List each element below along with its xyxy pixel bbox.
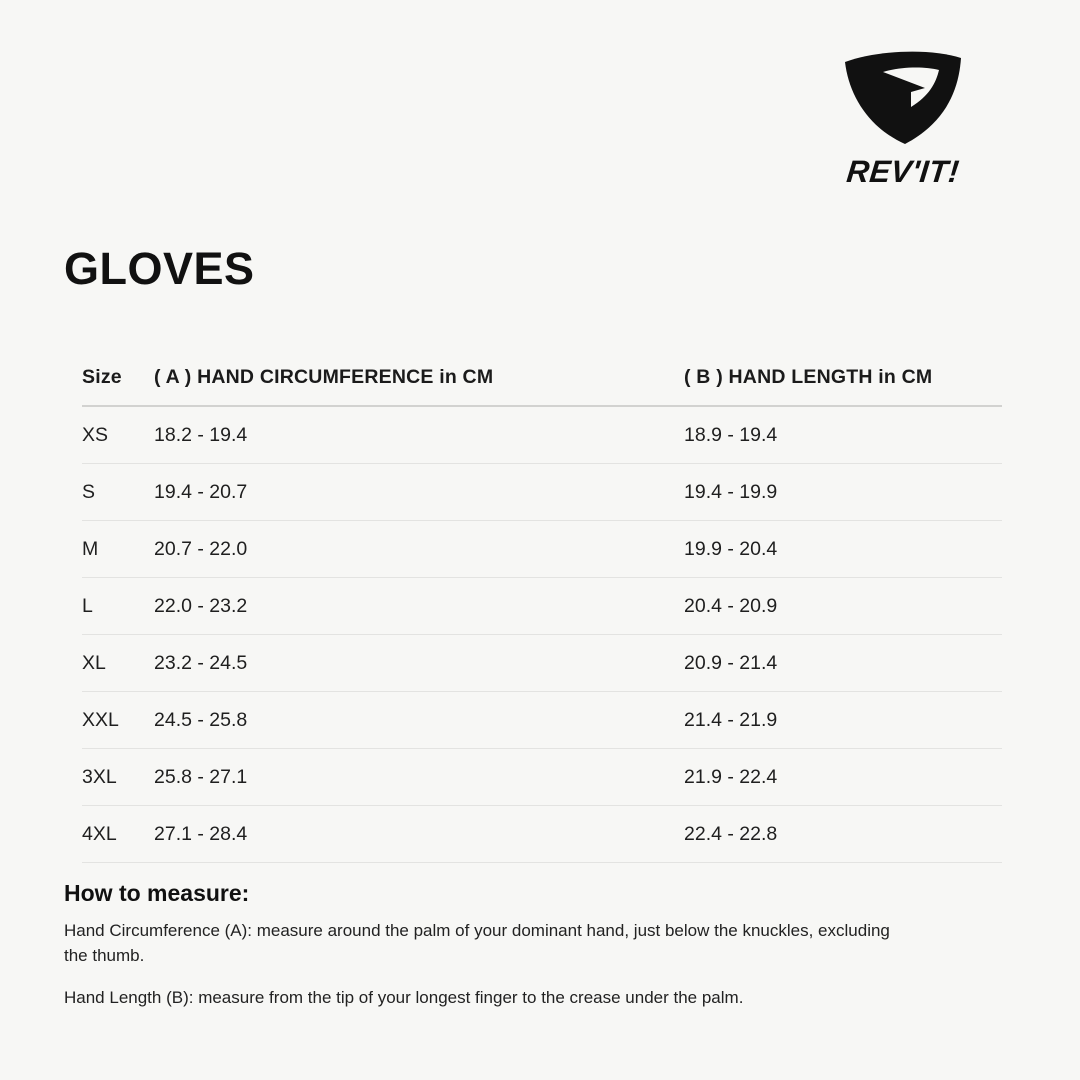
cell-size: 4XL	[82, 806, 154, 863]
cell-hand-length: 20.9 - 21.4	[684, 635, 1002, 692]
revit-shield-logo-icon	[839, 48, 967, 146]
cell-hand-circumference: 22.0 - 23.2	[154, 578, 684, 635]
table-row	[82, 749, 1002, 806]
table-header-row	[82, 366, 1002, 406]
header-hand-length: ( B ) HAND LENGTH in CM	[684, 366, 1002, 406]
page-title: GLOVES	[64, 243, 255, 294]
cell-size: 3XL	[82, 749, 154, 806]
how-to-measure-circumference-text: Hand Circumference (A): measure around the palm of your dominant hand, just below the knuckles, excluding the thumb.	[64, 921, 890, 965]
cell-hand-circumference: 19.4 - 20.7	[154, 464, 684, 521]
cell-size: XS	[82, 406, 154, 464]
table-row	[82, 578, 1002, 635]
table-row	[82, 464, 1002, 521]
cell-hand-length: 22.4 - 22.8	[684, 806, 1002, 863]
cell-size: S	[82, 464, 154, 521]
cell-hand-length: 19.9 - 20.4	[684, 521, 1002, 578]
cell-size: M	[82, 521, 154, 578]
cell-hand-length: 21.9 - 22.4	[684, 749, 1002, 806]
how-to-measure-title: How to measure:	[64, 880, 250, 906]
cell-hand-length: 19.4 - 19.9	[684, 464, 1002, 521]
cell-hand-length: 18.9 - 19.4	[684, 406, 1002, 464]
cell-hand-length: 20.4 - 20.9	[684, 578, 1002, 635]
table-row	[82, 635, 1002, 692]
table-row	[82, 806, 1002, 863]
cell-hand-circumference: 25.8 - 27.1	[154, 749, 684, 806]
cell-hand-circumference: 18.2 - 19.4	[154, 406, 684, 464]
how-to-measure-length-text: Hand Length (B): measure from the tip of your longest finger to the crease under the palm.	[64, 988, 744, 1008]
cell-size: XL	[82, 635, 154, 692]
size-table-header	[82, 366, 1002, 406]
size-table	[82, 366, 1002, 863]
header-size: Size	[82, 366, 154, 406]
cell-size: L	[82, 578, 154, 635]
cell-hand-circumference: 24.5 - 25.8	[154, 692, 684, 749]
table-row	[82, 406, 1002, 464]
table-row	[82, 521, 1002, 578]
brand-wordmark: REV'IT!	[844, 154, 962, 189]
header-hand-circumference: ( A ) HAND CIRCUMFERENCE in CM	[154, 366, 684, 406]
how-to-measure-section	[64, 880, 944, 1011]
cell-hand-circumference: 20.7 - 22.0	[154, 521, 684, 578]
table-row	[82, 692, 1002, 749]
size-table-container	[82, 366, 1002, 863]
cell-hand-circumference: 27.1 - 28.4	[154, 806, 684, 863]
brand-logo	[818, 48, 988, 190]
cell-hand-length: 21.4 - 21.9	[684, 692, 1002, 749]
cell-hand-circumference: 23.2 - 24.5	[154, 635, 684, 692]
size-table-body	[82, 406, 1002, 863]
cell-size: XXL	[82, 692, 154, 749]
